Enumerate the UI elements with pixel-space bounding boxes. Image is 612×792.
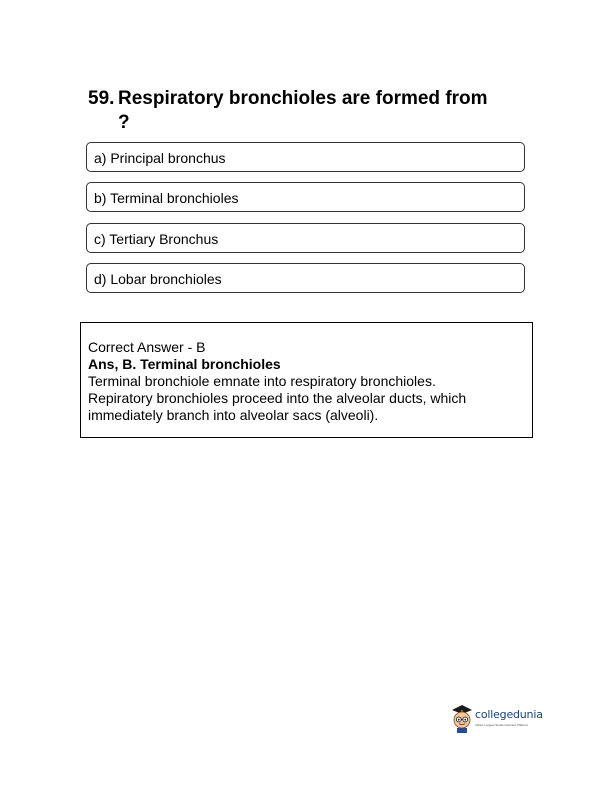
question-mark: ?	[118, 112, 130, 133]
explanation-line-3: immediately branch into alveolar sacs (alveoli).	[88, 407, 379, 423]
option-a[interactable]: a) Principal bronchus	[86, 142, 525, 172]
correct-answer-line: Correct Answer - B	[88, 339, 206, 355]
collegedunia-logo	[450, 703, 570, 735]
explanation-line-1: Terminal bronchiole emnate into respiratory bronchioles.	[88, 373, 436, 389]
explanation-line-2: Repiratory bronchioles proceed into the alveolar ducts, which	[88, 390, 467, 406]
option-c[interactable]: c) Tertiary Bronchus	[86, 223, 525, 253]
question-text: Respiratory bronchioles are formed from	[118, 88, 488, 109]
answer-box	[80, 322, 533, 438]
answer-title: Ans, B. Terminal bronchioles	[88, 356, 281, 372]
logo-tagline: India's Largest Student Review Platform	[475, 723, 529, 727]
option-d[interactable]: d) Lobar bronchioles	[86, 263, 525, 293]
option-b[interactable]: b) Terminal bronchioles	[86, 182, 525, 212]
question-number: 59.	[88, 88, 115, 109]
logo-brand-text: collegedunia	[475, 708, 543, 721]
graduate-mascot-icon	[450, 703, 474, 733]
